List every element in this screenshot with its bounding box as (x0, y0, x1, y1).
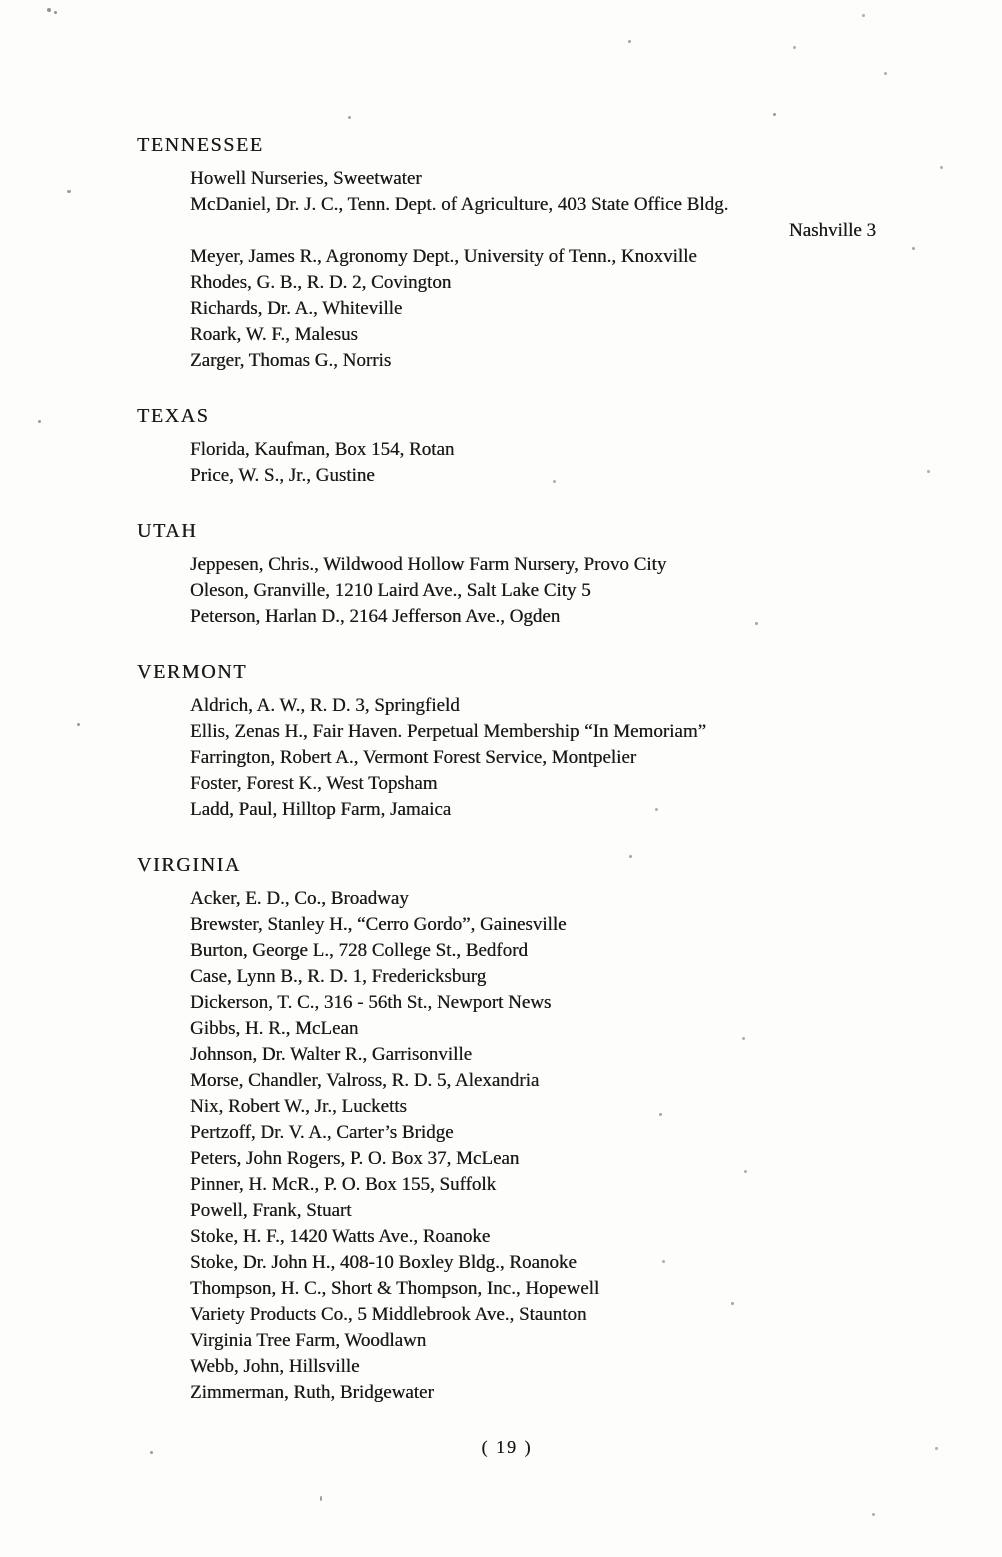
member-entry: McDaniel, Dr. J. C., Tenn. Dept. of Agriculture, 403 State Office Bldg. (190, 194, 729, 215)
state-section-utah (137, 520, 1002, 630)
member-entries (190, 552, 876, 630)
member-entry: Webb, John, Hillsville (190, 1356, 360, 1377)
state-heading: TEXAS (137, 405, 210, 427)
member-entry: Howell Nurseries, Sweetwater (190, 168, 422, 189)
state-heading: VIRGINIA (137, 854, 241, 876)
member-entry: Oleson, Granville, 1210 Laird Ave., Salt Lake City 5 (190, 580, 591, 601)
member-entry: Foster, Forest K., West Topsham (190, 773, 438, 794)
member-entry: Virginia Tree Farm, Woodlawn (190, 1330, 427, 1351)
member-entry: Aldrich, A. W., R. D. 3, Springfield (190, 695, 460, 716)
member-entry: Ladd, Paul, Hilltop Farm, Jamaica (190, 799, 452, 820)
member-entry: Powell, Frank, Stuart (190, 1200, 352, 1221)
member-entry: Peters, John Rogers, P. O. Box 37, McLean (190, 1148, 520, 1169)
member-entry: Burton, George L., 728 College St., Bedford (190, 940, 528, 961)
state-heading: TENNESSEE (137, 134, 264, 156)
member-entry: Johnson, Dr. Walter R., Garrisonville (190, 1044, 473, 1065)
state-heading: VERMONT (137, 661, 248, 683)
member-entry: Rhodes, G. B., R. D. 2, Covington (190, 272, 452, 293)
member-entries (190, 166, 876, 374)
member-entry: Ellis, Zenas H., Fair Haven. Perpetual Membership “In Memoriam” (190, 721, 707, 742)
member-entry: Florida, Kaufman, Box 154, Rotan (190, 439, 455, 460)
member-entry: Pertzoff, Dr. V. A., Carter’s Bridge (190, 1122, 454, 1143)
member-entry: Roark, W. F., Malesus (190, 324, 358, 345)
state-section-virginia (137, 854, 1002, 1406)
member-entry: Brewster, Stanley H., “Cerro Gordo”, Gainesville (190, 914, 567, 935)
member-entry: Dickerson, T. C., 316 - 56th St., Newport News (190, 992, 552, 1013)
member-entry: Price, W. S., Jr., Gustine (190, 465, 375, 486)
member-entry: Acker, E. D., Co., Broadway (190, 888, 409, 909)
member-entry: Zimmerman, Ruth, Bridgewater (190, 1382, 434, 1403)
state-section-tennessee (137, 134, 1002, 374)
member-entry: Stoke, Dr. John H., 408-10 Boxley Bldg., Roanoke (190, 1252, 577, 1273)
member-entry: Thompson, H. C., Short & Thompson, Inc., Hopewell (190, 1278, 600, 1299)
state-section-vermont (137, 661, 1002, 823)
member-entry: Richards, Dr. A., Whiteville (190, 298, 403, 319)
member-entry: Farrington, Robert A., Vermont Forest Service, Montpelier (190, 747, 637, 768)
member-entry: Nix, Robert W., Jr., Lucketts (190, 1096, 407, 1117)
state-section-texas (137, 405, 1002, 489)
member-entry: Gibbs, H. R., McLean (190, 1018, 359, 1039)
member-entry: Pinner, H. McR., P. O. Box 155, Suffolk (190, 1174, 497, 1195)
member-entry: Variety Products Co., 5 Middlebrook Ave., Staunton (190, 1304, 587, 1325)
member-entry-continuation: Nashville 3 (788, 220, 876, 241)
member-entry: Meyer, James R., Agronomy Dept., University of Tenn., Knoxville (190, 246, 697, 267)
member-entry: Jeppesen, Chris., Wildwood Hollow Farm Nursery, Provo City (190, 554, 667, 575)
member-entry: Peterson, Harlan D., 2164 Jefferson Ave., Ogden (190, 606, 561, 627)
member-entry: Case, Lynn B., R. D. 1, Fredericksburg (190, 966, 487, 987)
member-entry: Stoke, H. F., 1420 Watts Ave., Roanoke (190, 1226, 491, 1247)
member-entries (190, 437, 876, 489)
state-heading: UTAH (137, 520, 198, 542)
member-entry: Morse, Chandler, Valross, R. D. 5, Alexandria (190, 1070, 540, 1091)
member-entries (190, 886, 876, 1406)
page-number: ( 19 ) (481, 1437, 533, 1457)
member-entry: Zarger, Thomas G., Norris (190, 350, 392, 371)
member-entries (190, 693, 876, 823)
state-sections-container (137, 134, 1002, 1406)
